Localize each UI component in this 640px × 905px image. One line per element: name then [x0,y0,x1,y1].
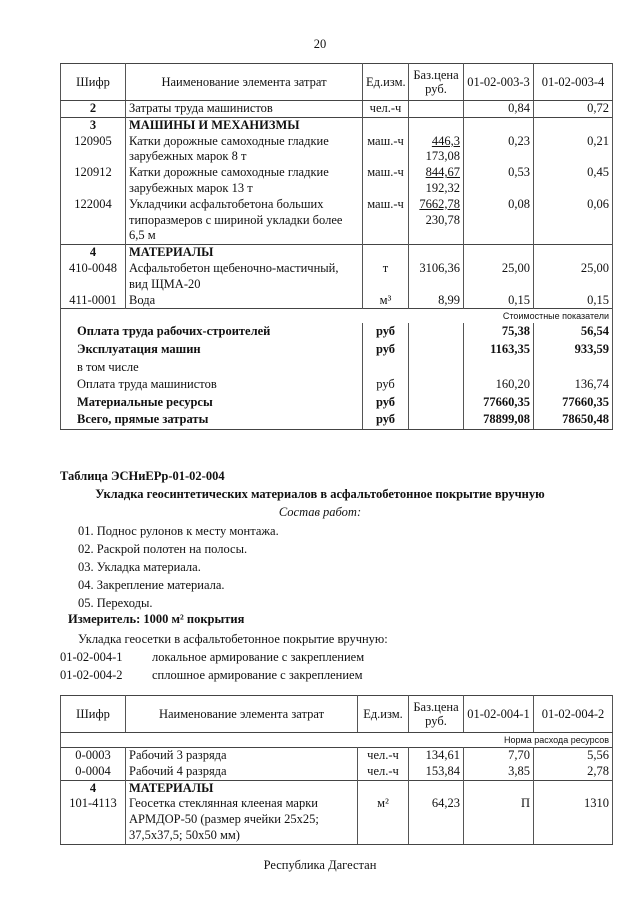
name-cell: МАШИНЫ И МЕХАНИЗМЫ [126,117,363,133]
variant-code: 01-02-004-2 [60,668,123,682]
value-cell [464,828,534,844]
unit-cell: руб [363,394,409,412]
value-cell [534,780,613,796]
header-row [61,64,613,101]
value-cell: 25,00 [534,261,613,277]
value-cell: 3,85 [464,764,534,780]
value-cell: 56,54 [534,323,613,341]
price-cell: 844,67 [409,165,464,181]
value-cell: 0,08 [464,197,534,213]
column-header: Шифр [61,696,126,733]
column-header: Наименование элемента затрат [126,64,363,101]
unit-cell [363,359,409,377]
name-cell: Геосетка стеклянная клееная марки [126,796,358,812]
code-cell: 122004 [61,197,126,213]
table-row [61,213,613,229]
code-cell: 3 [61,117,126,133]
table-row [61,764,613,780]
value-cell [534,828,613,844]
table-row [61,228,613,244]
empty-cell [409,341,464,359]
code-cell: 4 [61,780,126,796]
name-cell: АРМДОР-50 (размер ячейки 25x25; [126,812,358,828]
table-row [61,245,613,261]
summary-label: Материальные ресурсы [61,394,363,412]
unit-cell: руб [363,341,409,359]
empty-cell [409,323,464,341]
name-cell: Асфальтобетон щебеночно-мастичный, [126,261,363,277]
table-row [61,828,613,844]
value-cell: 136,74 [534,376,613,394]
value-cell: 78650,48 [534,411,613,429]
value-cell [464,228,534,244]
value-cell [464,780,534,796]
summary-row [61,394,613,412]
unit-cell: руб [363,411,409,429]
unit-cell: руб [363,376,409,394]
code-cell: 120905 [61,134,126,150]
value-cell [464,812,534,828]
code-cell: 2 [61,101,126,118]
unit-cell [363,228,409,244]
name-cell: Укладчики асфальтобетона больших [126,197,363,213]
unit-cell: м² [358,796,409,812]
summary-row [61,341,613,359]
summary-label: Оплата труда машинистов [61,376,363,394]
column-header: 01-02-004-2 [534,696,613,733]
value-cell: 0,23 [464,134,534,150]
table-row [61,812,613,828]
table-row [61,181,613,197]
unit-cell: чел.-ч [363,101,409,118]
name-cell: типоразмеров с шириной укладки более [126,213,363,229]
table-row [61,780,613,796]
value-cell [464,213,534,229]
value-cell: 0,84 [464,101,534,118]
column-header: Наименование элемента затрат [126,696,358,733]
empty-cell [409,376,464,394]
name-cell: МАТЕРИАЛЫ [126,245,363,261]
table-row [61,165,613,181]
value-cell [464,181,534,197]
code-cell: 101-4113 [61,796,126,812]
unit-cell [363,149,409,165]
price-cell: 173,08 [409,149,464,165]
table-row [61,134,613,150]
resource-table-004 [60,695,613,845]
name-cell: Затраты труда машинистов [126,101,363,118]
value-cell: 7,70 [464,748,534,764]
value-cell [534,228,613,244]
caption: Норма расхода ресурсов [61,733,613,748]
value-cell: 933,59 [534,341,613,359]
value-cell [534,181,613,197]
name-cell: Катки дорожные самоходные гладкие [126,134,363,150]
variant-desc: сплошное армирование с закреплением [152,668,363,682]
value-cell: 2,78 [534,764,613,780]
name-cell: зарубежных марок 8 т [126,149,363,165]
column-header: 01-02-003-4 [534,64,613,101]
price-cell [409,828,464,844]
price-cell [409,228,464,244]
table-row [61,277,613,293]
value-cell [534,213,613,229]
table-title: Таблица ЭСНиЕРр-01-02-004 [60,469,225,483]
unit-cell: чел.-ч [358,748,409,764]
unit-cell [363,181,409,197]
empty-cell [409,394,464,412]
column-header: Ед.изм. [363,64,409,101]
unit-cell: т [363,261,409,277]
table-row [61,293,613,309]
unit-cell: руб [363,323,409,341]
table-row [61,748,613,764]
code-cell [61,812,126,828]
name-cell: Рабочий 4 разряда [126,764,358,780]
value-cell: 75,38 [464,323,534,341]
price-cell: 8,99 [409,293,464,309]
unit-cell: маш.-ч [363,197,409,213]
unit-cell: чел.-ч [358,764,409,780]
meter-label: Измеритель: 1000 м² покрытия [68,612,245,626]
value-cell [534,245,613,261]
empty-cell [409,359,464,377]
value-cell [534,359,613,377]
column-header: 01-02-003-3 [464,64,534,101]
code-cell [61,828,126,844]
summary-label: Эксплуатация машин [61,341,363,359]
summary-label: Оплата труда рабочих-строителей [61,323,363,341]
value-cell: 0,21 [534,134,613,150]
price-cell: 64,23 [409,796,464,812]
value-cell: 0,72 [534,101,613,118]
price-cell: 3106,36 [409,261,464,277]
table-row [61,117,613,133]
value-cell [464,149,534,165]
price-cell: 446,3 [409,134,464,150]
summary-label: в том числе [61,359,363,377]
unit-cell [363,213,409,229]
work-step: 05. Переходы. [78,596,153,610]
value-cell: 1310 [534,796,613,812]
value-cell: 160,20 [464,376,534,394]
value-cell: 78899,08 [464,411,534,429]
composition-title: Состав работ: [278,505,362,519]
value-cell: 0,53 [464,165,534,181]
summary-label: Всего, прямые затраты [61,411,363,429]
value-cell: П [464,796,534,812]
work-step: 03. Укладка материала. [78,560,201,574]
unit-cell [363,277,409,293]
price-cell: 192,32 [409,181,464,197]
work-step: 04. Закрепление материала. [78,578,225,592]
table-row [61,197,613,213]
value-cell: 0,15 [534,293,613,309]
name-cell: Рабочий 3 разряда [126,748,358,764]
variant-code: 01-02-004-1 [60,650,123,664]
code-cell [61,213,126,229]
price-cell [409,780,464,796]
summary-row [61,359,613,377]
value-cell: 77660,35 [464,394,534,412]
empty-cell [409,411,464,429]
code-cell [61,181,126,197]
value-cell [534,277,613,293]
summary-row [61,323,613,341]
column-header: Шифр [61,64,126,101]
name-cell: МАТЕРИАЛЫ [126,780,358,796]
header-row [61,696,613,733]
column-header: Баз.цена руб. [409,64,464,101]
caption-row [61,733,613,748]
summary-row [61,376,613,394]
value-cell [534,117,613,133]
resource-table-003 [60,63,613,430]
column-header: Ед.изм. [358,696,409,733]
unit-cell [363,245,409,261]
table-row [61,261,613,277]
unit-cell [358,828,409,844]
intro-text: Укладка геосетки в асфальтобетонное покрытие вручную: [78,632,388,646]
caption: Стоимостные показатели [61,309,613,324]
value-cell: 5,56 [534,748,613,764]
column-header: Баз.цена руб. [409,696,464,733]
column-header: 01-02-004-1 [464,696,534,733]
page-number: 20 [313,37,327,51]
code-cell [61,149,126,165]
unit-cell [358,812,409,828]
code-cell: 0-0004 [61,764,126,780]
value-cell [464,277,534,293]
table-row [61,149,613,165]
price-cell [409,812,464,828]
name-cell: Катки дорожные самоходные гладкие [126,165,363,181]
unit-cell [363,117,409,133]
unit-cell [358,780,409,796]
code-cell: 410-0048 [61,261,126,277]
work-step: 01. Поднос рулонов к месту монтажа. [78,524,279,538]
name-cell: 37,5x37,5; 50x50 мм) [126,828,358,844]
value-cell: 0,15 [464,293,534,309]
value-cell [464,245,534,261]
value-cell [534,149,613,165]
footer-region: Республика Дагестан [263,858,377,872]
section-heading: Укладка геосинтетических материалов в асфальтобетонное покрытие вручную [95,487,545,501]
value-cell: 0,45 [534,165,613,181]
name-cell: вид ЩМА-20 [126,277,363,293]
price-cell: 134,61 [409,748,464,764]
price-cell [409,101,464,118]
table-row [61,796,613,812]
name-cell: 6,5 м [126,228,363,244]
code-cell [61,277,126,293]
price-cell: 230,78 [409,213,464,229]
name-cell: зарубежных марок 13 т [126,181,363,197]
variant-desc: локальное армирование с закреплением [152,650,365,664]
code-cell: 4 [61,245,126,261]
value-cell [464,117,534,133]
table-row [61,101,613,118]
code-cell: 411-0001 [61,293,126,309]
value-cell: 1163,35 [464,341,534,359]
code-cell [61,228,126,244]
price-cell [409,277,464,293]
summary-row [61,411,613,429]
value-cell: 25,00 [464,261,534,277]
name-cell: Вода [126,293,363,309]
price-cell: 7662,78 [409,197,464,213]
unit-cell: маш.-ч [363,165,409,181]
price-cell: 153,84 [409,764,464,780]
work-step: 02. Раскрой полотен на полосы. [78,542,248,556]
unit-cell: маш.-ч [363,134,409,150]
value-cell [464,359,534,377]
code-cell: 120912 [61,165,126,181]
value-cell: 0,06 [534,197,613,213]
code-cell: 0-0003 [61,748,126,764]
price-cell [409,117,464,133]
unit-cell: м³ [363,293,409,309]
value-cell: 77660,35 [534,394,613,412]
price-cell [409,245,464,261]
caption-row [61,309,613,324]
value-cell [534,812,613,828]
